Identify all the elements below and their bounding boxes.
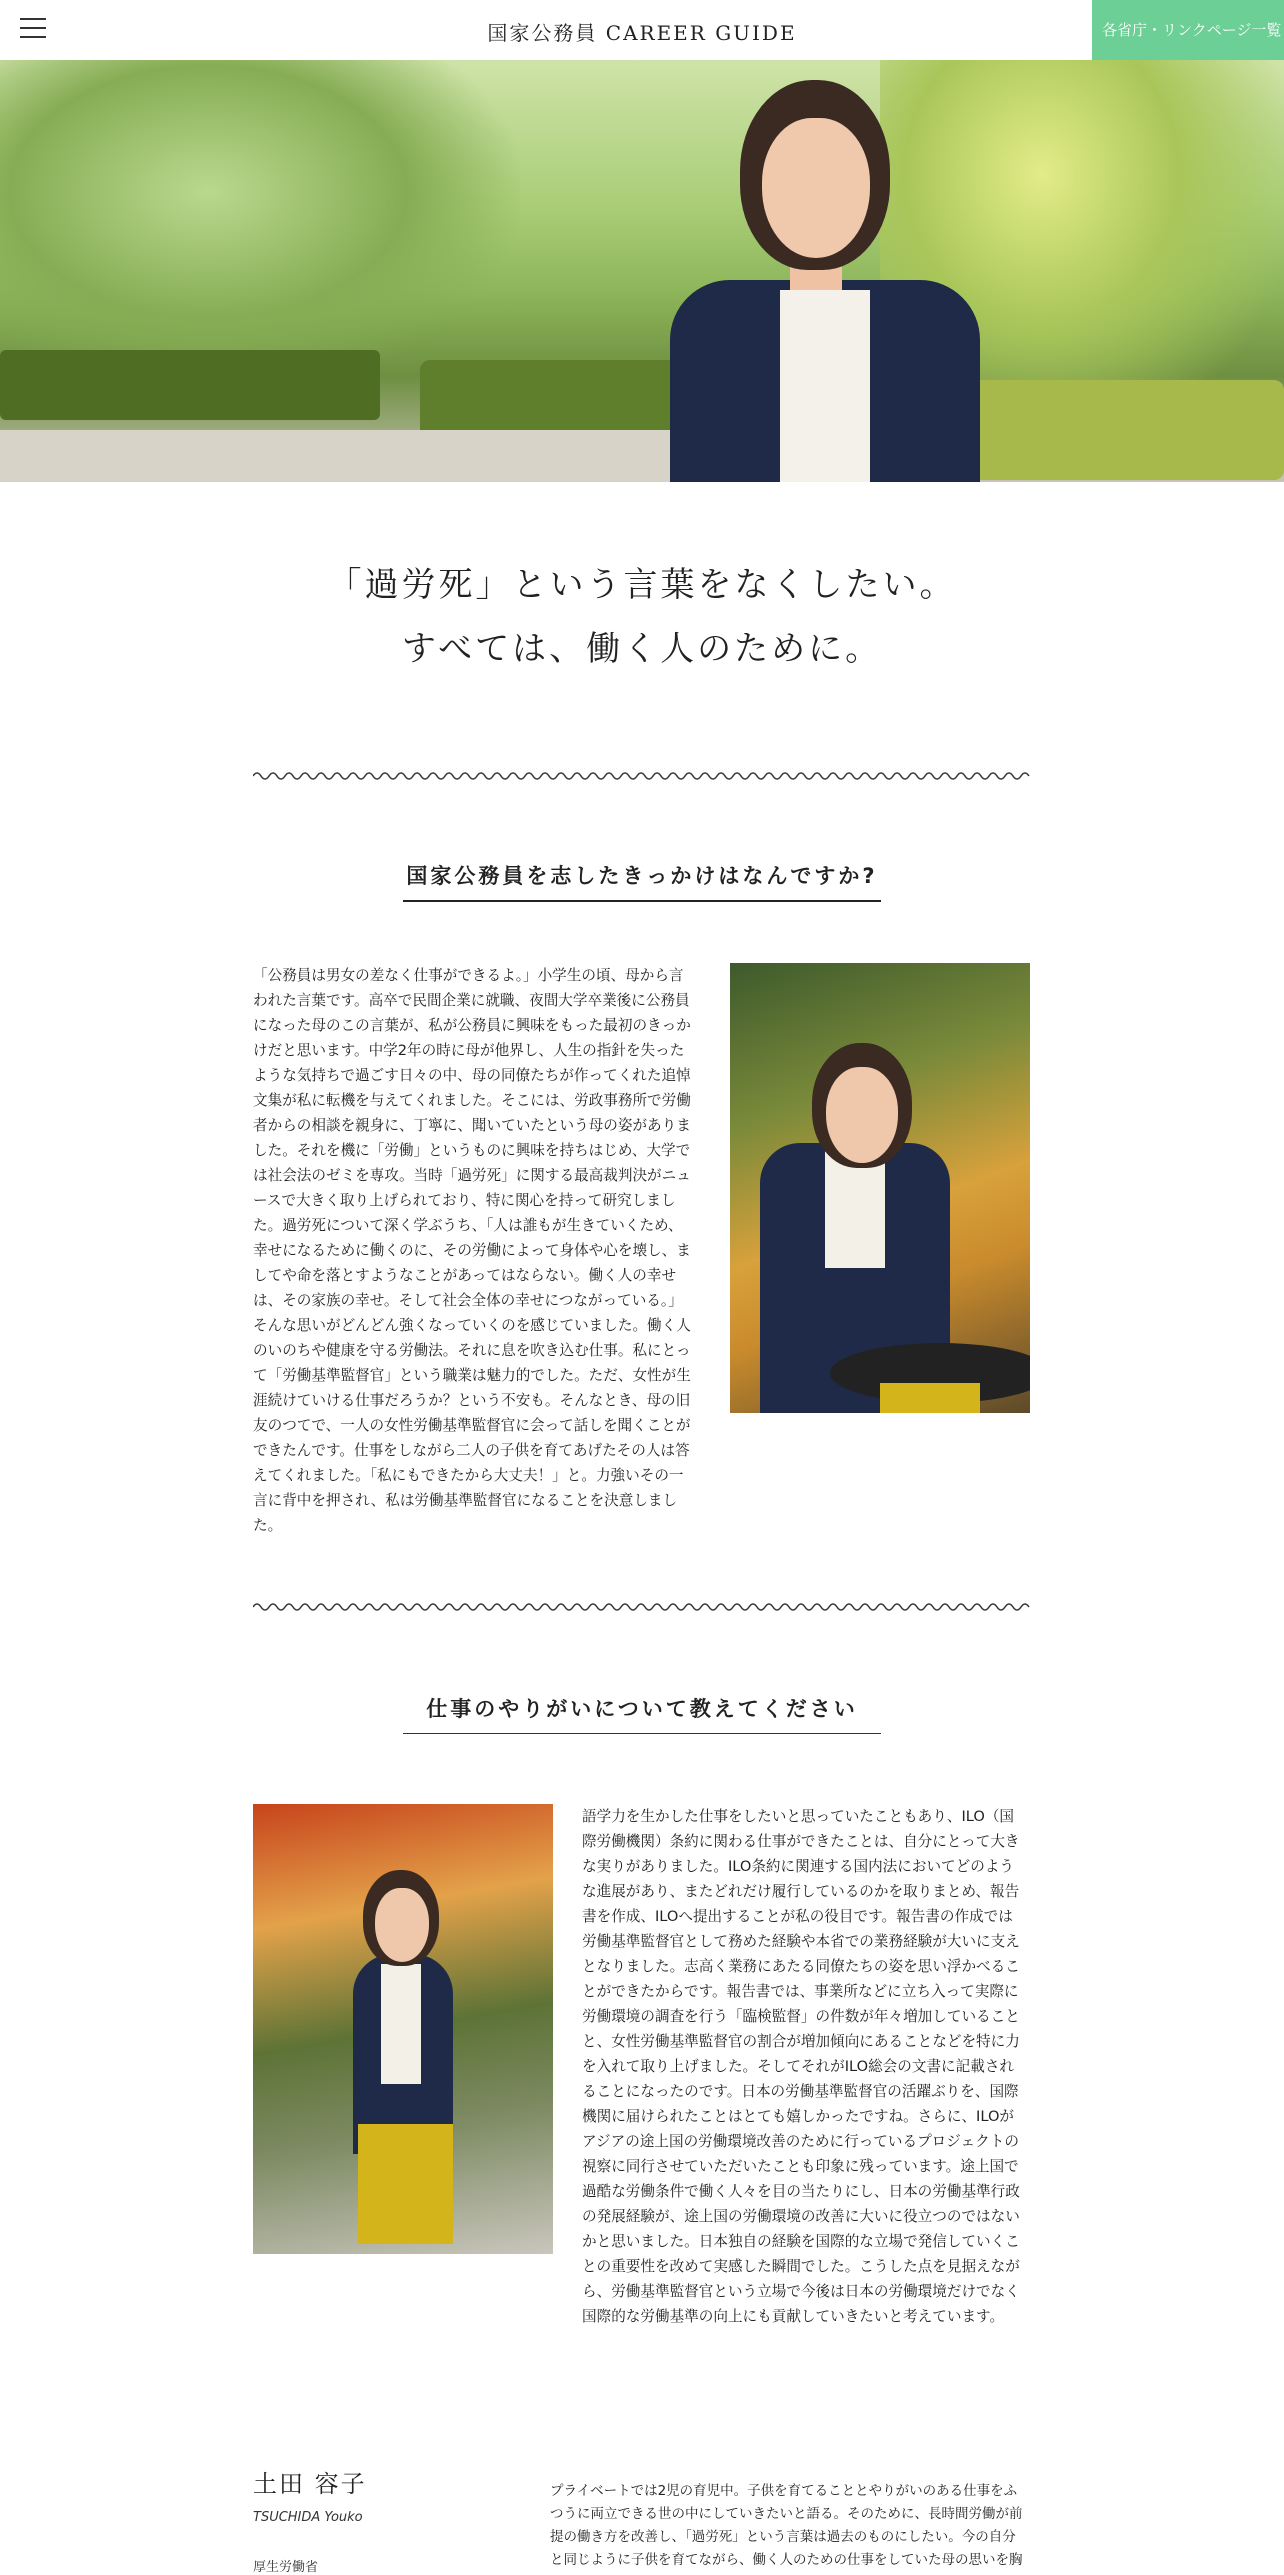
header [0, 0, 1284, 61]
profile-name: 土田 容子 [253, 2470, 367, 2498]
section-body-rewarding: 語学力を生かした仕事をしたいと思っていたこともあり、ILO（国際労働機関）条約に関わる仕事ができたことは、自分にとって大きな実りがありました。ILO条約に関連する国内法においてどのような進展があり、またどれだけ履行しているのかを取りまとめ、報告書を作成、ILOへ提出することが私の役目です。報告書の作成では労働基準監督官として務めた経験や本省での業務経験が大いに支えとなりました。志高く業務にあたる同僚たちの姿を思い浮かべることができたからです。報告書では、事業所などに立ち入って実際に労働環境の調査を行う「臨検監督」の件数が年々増加していることと、女性労働基準監督官の割合が増加傾向にあることなどを特に力を入れて取り上げました。そしてそれがILO総会の文書に記載されることになったのです。日本の労働基準監督官の活躍ぶりを、国際機関に届けられたことはとても嬉しかったですね。さらに、ILOがアジアの途上国の労働環境改善のために行っているプロジェクトの視察に同行させていただいたことも印象に残っています。途上国で過酷な労働条件で働く人々を目の当たりにし、日本の労働基準行政の発展経験が、途上国の労働環境の改善に大いに役立つのではないかと思いました。日本独自の経験を国際的な立場で発信していくことの重要性を改めて実感した瞬間でした。こうした点を見据えながら、労働基準監督官という立場で今後は日本の労働環境だけでなく国際的な労働基準の向上にも貢献していきたいと考えています。 [582, 1808, 1020, 2325]
ministry-links-button[interactable]: 各省庁・リンクページ一覧 [1092, 0, 1284, 60]
wavy-divider [253, 769, 1031, 783]
profile-name-roman: TSUCHIDA Youko [253, 2510, 363, 2525]
section-title-rewarding: 仕事のやりがいについて教えてください [403, 1693, 881, 1734]
profile-department: 厚生労働省 [253, 2560, 319, 2575]
headline-line-2: すべては、働く人のために。 [401, 629, 883, 669]
site-title[interactable]: 国家公務員 CAREER GUIDE [487, 21, 797, 45]
wavy-divider [253, 1600, 1031, 1614]
hero-photo [0, 60, 1284, 482]
profile-body: プライベートでは2児の育児中。子供を育てることとやりがいのある仕事をふつうに両立できる世の中にしていきたいと語る。そのために、長時間労働が前提の働き方を改善し、「過労死」という言葉は過去のものにしたい。今の自分と同じように子供を育てながら、働く人のための仕事をしていた母の思いを胸 [550, 2483, 1023, 2568]
portrait-photo-standing [253, 1804, 553, 2254]
headline [0, 553, 1284, 681]
headline-line-1: 「過労死」という言葉をなくしたい。 [327, 565, 957, 605]
section-body-motivation: 「公務員は男女の差なく仕事ができるよ。」小学生の頃、母から言われた言葉です。高卒で民間企業に就職、夜間大学卒業後に公務員になった母のこの言葉が、私が公務員に興味をもった最初のきっかけだと思います。中学2年の時に母が他界し、人生の指針を失ったような気持ちで過ごす日々の中、母の同僚たちが作ってくれた追悼文集が私に転機を与えてくれました。そこには、労政事務所で労働者からの相談を親身に、丁寧に、聞いていたという母の姿がありました。それを機に「労働」というものに興味を持ちはじめ、大学では社会法のゼミを専攻。当時「過労死」に関する最高裁判決がニュースで大きく取り上げられており、特に関心を持って研究しました。過労死について深く学ぶうち、「人は誰もが生きていくため、幸せになるために働くのに、その労働によって身体や心を壊し、ましてや命を落とすようなことがあってはならない。働く人の幸せは、その家族の幸せ。そして社会全体の幸せにつながっている。」そんな思いがどんどん強くなっていくのを感じていました。働く人のいのちや健康を守る労働法。それに息を吹き込む仕事。私にとって「労働基準監督官」という職業は魅力的でした。ただ、女性が生涯続けていける仕事だろうか？という不安も。そんなとき、母の旧友のつてで、一人の女性労働基準監督官に会って話しを聞くことができたんです。仕事をしながら二人の子供を育てあげたその人は答えてくれました。「私にもできたから大丈夫！」と。力強いその一言に背中を押され、私は労働基準監督官になることを決意しました。 [253, 967, 691, 1534]
section-title-motivation: 国家公務員を志したきっかけはなんですか? [403, 860, 881, 902]
portrait-photo-seated [730, 963, 1030, 1413]
